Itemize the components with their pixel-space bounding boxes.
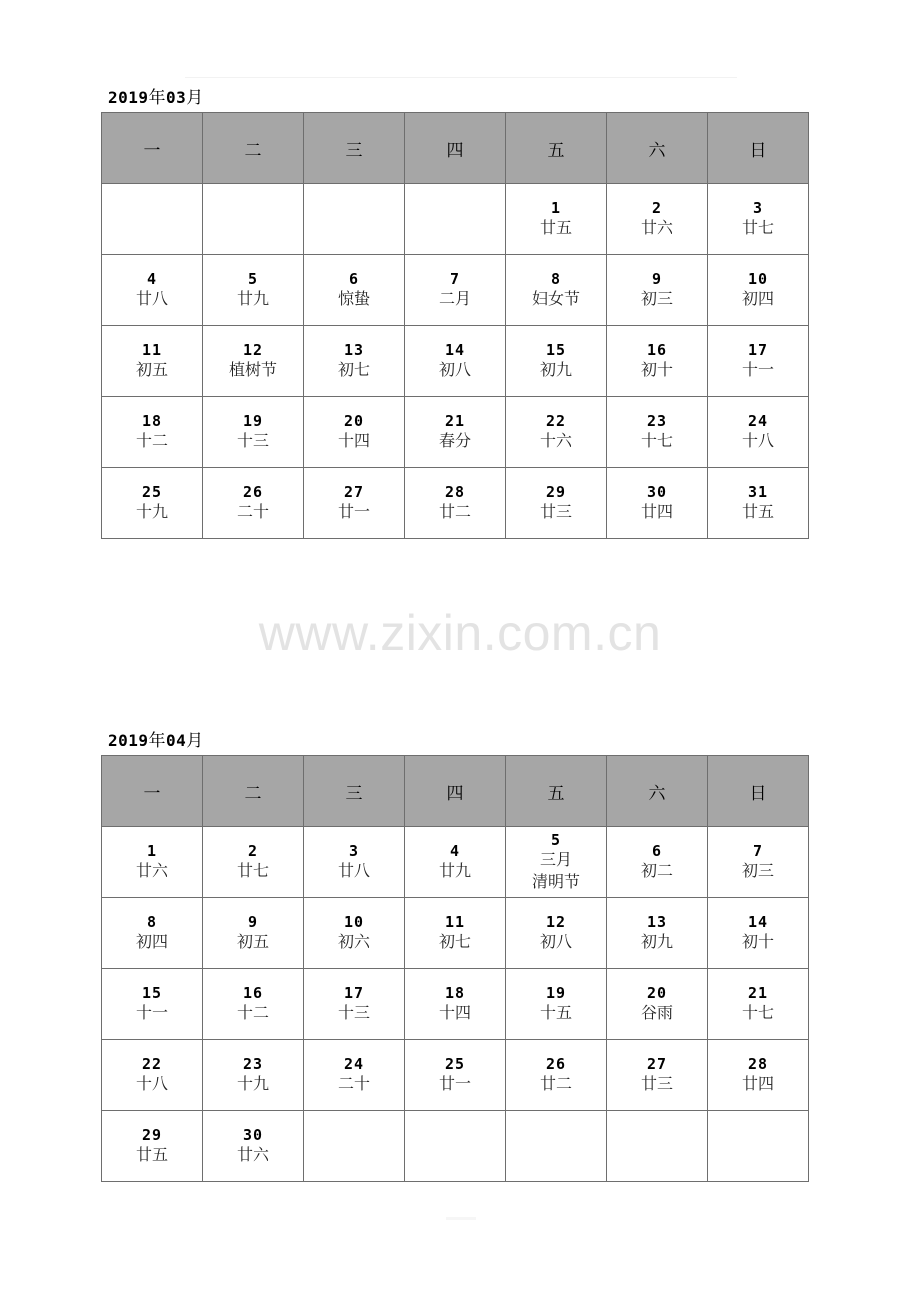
day-cell	[708, 468, 809, 539]
lunar-label: 惊蛰	[337, 289, 370, 308]
empty-cell	[102, 184, 203, 255]
lunar-label: 十八	[741, 431, 774, 450]
lunar-label: 廿九	[236, 289, 269, 308]
lunar-label: 十二	[135, 431, 168, 450]
weekday-header: 日	[708, 756, 809, 827]
day-number: 29	[141, 1126, 163, 1144]
lunar-label: 二十	[337, 1074, 370, 1093]
weekday-header-row	[102, 756, 809, 827]
day-cell	[607, 468, 708, 539]
day-number: 7	[752, 842, 764, 860]
empty-cell	[405, 1111, 506, 1182]
day-cell	[708, 326, 809, 397]
lunar-label: 十六	[539, 431, 572, 450]
lunar-label: 廿九	[438, 861, 471, 880]
day-cell	[304, 898, 405, 969]
day-number: 10	[343, 913, 365, 931]
day-number: 29	[545, 483, 567, 501]
day-cell	[506, 969, 607, 1040]
day-number: 24	[747, 412, 769, 430]
day-cell	[607, 397, 708, 468]
empty-cell	[405, 184, 506, 255]
day-cell	[708, 255, 809, 326]
day-number: 28	[444, 483, 466, 501]
day-cell	[607, 969, 708, 1040]
day-number: 25	[141, 483, 163, 501]
week-row	[102, 827, 809, 898]
lunar-label: 初十	[640, 360, 673, 379]
lunar-label: 春分	[438, 431, 471, 450]
empty-cell	[203, 184, 304, 255]
day-cell	[203, 326, 304, 397]
day-number: 3	[348, 842, 360, 860]
lunar-label: 廿六	[236, 1145, 269, 1164]
empty-cell	[607, 1111, 708, 1182]
footer-mark	[446, 1217, 476, 1220]
day-cell	[607, 898, 708, 969]
day-number: 1	[146, 842, 158, 860]
empty-cell	[708, 1111, 809, 1182]
day-number: 20	[343, 412, 365, 430]
weekday-header: 五	[506, 113, 607, 184]
day-number: 12	[545, 913, 567, 931]
week-row	[102, 184, 809, 255]
lunar-label: 廿五	[135, 1145, 168, 1164]
lunar-label: 十四	[337, 431, 370, 450]
lunar-label: 十一	[135, 1003, 168, 1022]
day-number: 15	[141, 984, 163, 1002]
lunar-label: 初七	[337, 360, 370, 379]
empty-cell	[304, 1111, 405, 1182]
day-number: 11	[141, 341, 163, 359]
day-cell	[506, 898, 607, 969]
day-number: 18	[141, 412, 163, 430]
week-row	[102, 1040, 809, 1111]
title-year: 2019	[108, 88, 149, 107]
day-cell	[708, 898, 809, 969]
title-month-suffix: 月	[186, 88, 204, 108]
day-number: 22	[141, 1055, 163, 1073]
lunar-label: 十四	[438, 1003, 471, 1022]
day-cell	[102, 397, 203, 468]
day-cell	[506, 827, 607, 898]
top-divider	[185, 77, 737, 78]
lunar-label: 初二	[640, 861, 673, 880]
weekday-header: 日	[708, 113, 809, 184]
day-cell	[102, 1040, 203, 1111]
weekday-header: 五	[506, 756, 607, 827]
day-cell	[102, 468, 203, 539]
title-month: 04	[166, 731, 187, 750]
day-number: 21	[747, 984, 769, 1002]
day-cell	[102, 898, 203, 969]
day-cell	[405, 1040, 506, 1111]
day-number: 28	[747, 1055, 769, 1073]
day-number: 16	[646, 341, 668, 359]
day-number: 13	[646, 913, 668, 931]
lunar-label: 廿八	[135, 289, 168, 308]
day-number: 19	[242, 412, 264, 430]
lunar-label: 廿二	[539, 1074, 572, 1093]
day-number: 8	[146, 913, 158, 931]
day-number: 12	[242, 341, 264, 359]
weekday-header: 一	[102, 756, 203, 827]
lunar-label: 廿一	[438, 1074, 471, 1093]
day-number: 27	[343, 483, 365, 501]
lunar-label: 廿七	[741, 218, 774, 237]
day-number: 14	[444, 341, 466, 359]
day-number: 17	[343, 984, 365, 1002]
day-cell	[102, 255, 203, 326]
day-cell	[708, 969, 809, 1040]
title-year-suffix: 年	[148, 731, 167, 751]
lunar-label: 廿八	[337, 861, 370, 880]
day-number: 5	[247, 270, 259, 288]
weekday-header-row	[102, 113, 809, 184]
day-cell	[304, 827, 405, 898]
weekday-header: 二	[203, 756, 304, 827]
lunar-label: 十三	[236, 431, 269, 450]
lunar-label: 清明节	[531, 872, 580, 891]
day-cell	[708, 184, 809, 255]
day-cell	[506, 1040, 607, 1111]
day-cell	[405, 255, 506, 326]
day-cell	[304, 255, 405, 326]
day-cell	[506, 468, 607, 539]
day-number: 18	[444, 984, 466, 1002]
lunar-label: 十五	[539, 1003, 572, 1022]
day-cell	[203, 827, 304, 898]
day-cell	[102, 969, 203, 1040]
watermark: www.zixin.com.cn	[258, 605, 662, 661]
week-row	[102, 468, 809, 539]
day-number: 25	[444, 1055, 466, 1073]
day-number: 20	[646, 984, 668, 1002]
lunar-label: 妇女节	[531, 289, 580, 308]
day-number: 3	[752, 199, 764, 217]
day-number: 24	[343, 1055, 365, 1073]
month-title-april	[108, 731, 204, 751]
calendar-april	[101, 755, 809, 1182]
lunar-label: 十八	[135, 1074, 168, 1093]
lunar-label: 初十	[741, 932, 774, 951]
title-month-suffix: 月	[186, 731, 204, 751]
lunar-label: 十三	[337, 1003, 370, 1022]
day-number: 16	[242, 984, 264, 1002]
lunar-label: 廿二	[438, 502, 471, 521]
lunar-label: 廿四	[741, 1074, 774, 1093]
week-row	[102, 255, 809, 326]
lunar-label: 谷雨	[640, 1003, 673, 1022]
day-number: 26	[242, 483, 264, 501]
day-cell	[506, 397, 607, 468]
day-cell	[203, 1040, 304, 1111]
day-number: 6	[651, 842, 663, 860]
day-number: 30	[646, 483, 668, 501]
day-cell	[102, 326, 203, 397]
day-number: 9	[651, 270, 663, 288]
lunar-label: 十七	[640, 431, 673, 450]
lunar-label: 廿六	[135, 861, 168, 880]
day-number: 23	[646, 412, 668, 430]
lunar-label: 十二	[236, 1003, 269, 1022]
day-number: 19	[545, 984, 567, 1002]
day-cell	[405, 898, 506, 969]
lunar-label: 廿七	[236, 861, 269, 880]
day-number: 7	[449, 270, 461, 288]
lunar-label: 廿三	[640, 1074, 673, 1093]
day-cell	[506, 255, 607, 326]
weekday-header: 六	[607, 113, 708, 184]
day-number: 30	[242, 1126, 264, 1144]
day-cell	[607, 326, 708, 397]
title-year-suffix: 年	[148, 88, 167, 108]
calendar-march	[101, 112, 809, 539]
day-cell	[405, 827, 506, 898]
day-cell	[102, 1111, 203, 1182]
lunar-label: 三月	[539, 850, 572, 869]
lunar-label: 廿一	[337, 502, 370, 521]
day-number: 14	[747, 913, 769, 931]
day-cell	[405, 326, 506, 397]
day-cell	[405, 468, 506, 539]
lunar-label: 初七	[438, 932, 471, 951]
lunar-label: 初九	[539, 360, 572, 379]
week-row	[102, 1111, 809, 1182]
lunar-label: 初六	[337, 932, 370, 951]
lunar-label: 初三	[741, 861, 774, 880]
day-number: 31	[747, 483, 769, 501]
day-cell	[304, 468, 405, 539]
lunar-label: 初三	[640, 289, 673, 308]
week-row	[102, 898, 809, 969]
weekday-header: 三	[304, 113, 405, 184]
day-cell	[405, 397, 506, 468]
day-cell	[304, 326, 405, 397]
week-row	[102, 326, 809, 397]
day-cell	[708, 397, 809, 468]
day-number: 8	[550, 270, 562, 288]
lunar-label: 廿三	[539, 502, 572, 521]
day-cell	[304, 1040, 405, 1111]
day-number: 6	[348, 270, 360, 288]
lunar-label: 初八	[539, 932, 572, 951]
day-cell	[304, 969, 405, 1040]
lunar-label: 廿四	[640, 502, 673, 521]
lunar-label: 十七	[741, 1003, 774, 1022]
month-title-march	[108, 88, 204, 108]
day-cell	[203, 255, 304, 326]
day-cell	[607, 827, 708, 898]
day-number: 13	[343, 341, 365, 359]
day-cell	[607, 255, 708, 326]
day-cell	[203, 1111, 304, 1182]
lunar-label: 初五	[135, 360, 168, 379]
day-number: 27	[646, 1055, 668, 1073]
lunar-label: 廿五	[741, 502, 774, 521]
lunar-label: 廿五	[539, 218, 572, 237]
title-year: 2019	[108, 731, 149, 750]
day-number: 2	[247, 842, 259, 860]
day-cell	[607, 184, 708, 255]
day-cell	[506, 326, 607, 397]
day-cell	[102, 827, 203, 898]
day-number: 4	[449, 842, 461, 860]
lunar-label: 二月	[438, 289, 471, 308]
lunar-label: 初四	[135, 932, 168, 951]
week-row	[102, 397, 809, 468]
empty-cell	[304, 184, 405, 255]
day-number: 10	[747, 270, 769, 288]
day-number: 21	[444, 412, 466, 430]
weekday-header: 三	[304, 756, 405, 827]
weekday-header: 四	[405, 113, 506, 184]
lunar-label: 初八	[438, 360, 471, 379]
lunar-label: 初五	[236, 932, 269, 951]
day-cell	[607, 1040, 708, 1111]
weekday-header: 二	[203, 113, 304, 184]
day-number: 15	[545, 341, 567, 359]
weekday-header: 六	[607, 756, 708, 827]
lunar-label: 廿六	[640, 218, 673, 237]
day-number: 5	[550, 831, 562, 849]
lunar-label: 十一	[741, 360, 774, 379]
day-number: 4	[146, 270, 158, 288]
day-number: 23	[242, 1055, 264, 1073]
day-cell	[203, 468, 304, 539]
weekday-header: 四	[405, 756, 506, 827]
day-number: 17	[747, 341, 769, 359]
day-number: 11	[444, 913, 466, 931]
day-number: 1	[550, 199, 562, 217]
lunar-label: 初九	[640, 932, 673, 951]
day-number: 2	[651, 199, 663, 217]
week-row	[102, 969, 809, 1040]
day-cell	[708, 1040, 809, 1111]
day-number: 22	[545, 412, 567, 430]
weekday-header: 一	[102, 113, 203, 184]
empty-cell	[506, 1111, 607, 1182]
day-cell	[304, 397, 405, 468]
lunar-label: 十九	[135, 502, 168, 521]
day-number: 9	[247, 913, 259, 931]
title-month: 03	[166, 88, 187, 107]
day-cell	[203, 397, 304, 468]
lunar-label: 初四	[741, 289, 774, 308]
day-cell	[405, 969, 506, 1040]
day-cell	[708, 827, 809, 898]
lunar-label: 二十	[236, 502, 269, 521]
lunar-label: 十九	[236, 1074, 269, 1093]
day-number: 26	[545, 1055, 567, 1073]
day-cell	[203, 898, 304, 969]
day-cell	[506, 184, 607, 255]
day-cell	[203, 969, 304, 1040]
lunar-label: 植树节	[228, 360, 277, 379]
